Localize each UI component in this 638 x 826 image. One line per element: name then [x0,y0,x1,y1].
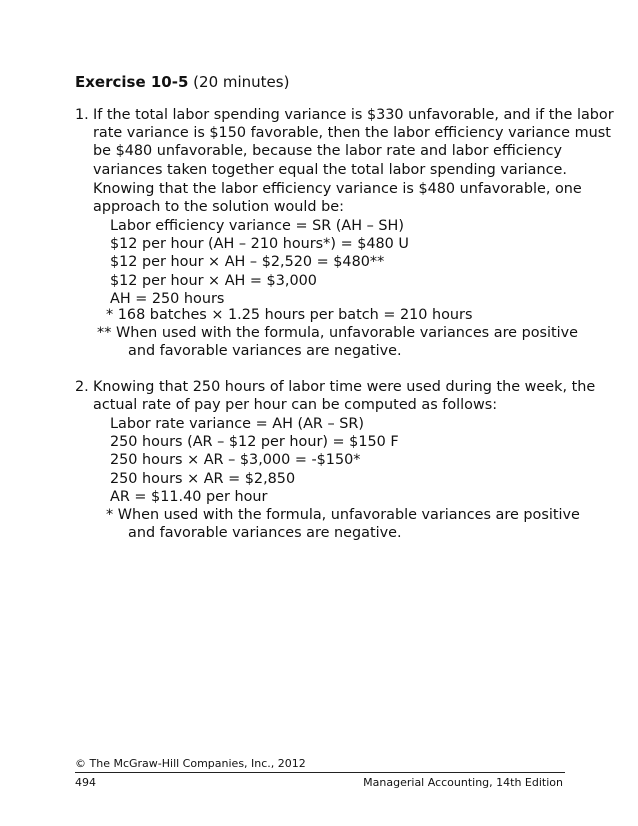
q1-calc-line: $12 per hour × AH = $3,000 [110,272,317,289]
q1-footnote-1: * 168 batches × 1.25 hours per batch = 210 hours [106,307,473,323]
q1-calculation [110,217,409,308]
q1-para2-line: Knowing that the labor efficiency variance is $480 unfavorable, one [93,181,582,197]
q2-calculation [110,415,399,506]
q1-footnote-2-cont: and favorable variances are negative. [128,343,402,359]
q1-footnote-2: ** When used with the formula, unfavorable variances are positive [97,325,579,341]
copyright-notice: © The McGraw-Hill Companies, Inc., 2012 [75,757,306,770]
q1-calc-line: $12 per hour (AH – 210 hours*) = $480 U [110,236,409,253]
q1-calc-line: AH = 250 hours [110,290,225,307]
q2-paragraph-1 [93,378,595,414]
q1-para1-line: be $480 unfavorable, because the labor rate and labor efficiency [93,143,563,160]
q1-para1-line: variances taken together equal the total labor spending variance. [93,161,567,178]
q1-para1-line: If the total labor spending variance is $330 unfavorable, and if the labor [93,107,614,123]
q2-calc-line: AR = $11.40 per hour [110,488,268,505]
q1-paragraph-2 [93,180,582,216]
q2-calc-line: 250 hours × AR – $3,000 = -$150* [110,452,361,469]
q1-number: 1. [75,107,89,123]
exercise-number: Exercise 10-5 [75,73,189,91]
page-number: 494 [75,776,96,789]
q2-para1-line: actual rate of pay per hour can be computed as follows: [93,397,498,414]
exercise-time: (20 minutes) [193,73,290,91]
footer-divider [75,772,565,773]
q1-calc-line: Labor efficiency variance = SR (AH – SH) [110,218,404,234]
q1-para1-line: rate variance is $150 favorable, then the labor efficiency variance must [93,125,611,142]
q1-paragraph-1 [93,106,614,179]
q2-calc-line: Labor rate variance = AH (AR – SR) [110,416,365,432]
q2-calc-line: 250 hours (AR – $12 per hour) = $150 F [110,434,399,451]
q2-footnote-cont: and favorable variances are negative. [128,525,402,541]
q1-para2-line: approach to the solution would be: [93,199,344,216]
q1-calc-line: $12 per hour × AH – $2,520 = $480** [110,254,385,271]
exercise-heading [75,73,289,91]
book-title: Managerial Accounting, 14th Edition [363,776,563,789]
q2-para1-line: Knowing that 250 hours of labor time were used during the week, the [93,379,596,395]
q2-footnote: * When used with the formula, unfavorable variances are positive [106,507,580,523]
q2-number: 2. [75,379,89,395]
q2-calc-line: 250 hours × AR = $2,850 [110,470,296,487]
